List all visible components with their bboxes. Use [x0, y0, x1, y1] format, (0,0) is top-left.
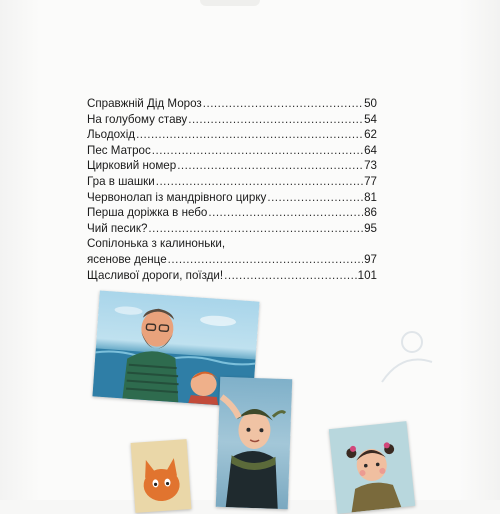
toc-entry-title: Перша доріжка в небо: [87, 206, 208, 220]
illustration-cat-card: [131, 439, 192, 513]
toc-entry-page: 81: [364, 190, 377, 204]
toc-leader-dots: [267, 190, 363, 206]
toc-entry-title: Цирковий номер: [87, 159, 177, 173]
toc-entry[interactable]: [87, 221, 377, 237]
toc-leader-dots: [168, 252, 363, 268]
show-through-figure-icon: [372, 322, 442, 392]
page-smudge: [200, 0, 260, 6]
toc-entry[interactable]: [87, 127, 377, 143]
toc-leader-dots: [208, 205, 363, 221]
toc-entry-title: Чий песик?: [87, 221, 148, 235]
toc-entry[interactable]: [87, 112, 377, 128]
toc-leader-dots: [188, 112, 363, 128]
toc-leader-dots: [177, 158, 363, 174]
toc-leader-dots: [156, 174, 363, 190]
toc-leader-dots: [136, 127, 363, 143]
toc-entry[interactable]: [87, 143, 377, 159]
toc-entry[interactable]: [87, 268, 377, 284]
toc-entry[interactable]: [87, 174, 377, 190]
toc-entry-title: Льодохід: [87, 128, 136, 142]
toc-entry-page: 86: [364, 206, 377, 220]
toc-entry[interactable]: [87, 190, 377, 206]
boy-illustration-icon: [216, 377, 292, 509]
toc-leader-dots: [203, 96, 363, 112]
toc-entry[interactable]: [87, 96, 377, 112]
cat-illustration-icon: [131, 439, 192, 513]
toc-entry-page: 64: [364, 143, 377, 157]
illustration-boy-card: [216, 377, 292, 509]
toc-entry-title: Справжній Дід Мороз: [87, 97, 202, 110]
toc-entry-title: Червонолап із мандрівного цирку: [87, 190, 267, 204]
toc-leader-dots: [148, 221, 363, 237]
toc-entry-title: Щасливої дороги, поїзди!: [87, 268, 224, 282]
toc-entry[interactable]: [87, 158, 377, 174]
toc-entry-title: Гра в шашки: [87, 174, 155, 188]
toc-entry[interactable]: [87, 252, 377, 268]
toc-entry-page: 54: [364, 112, 377, 126]
toc-entry-title-line2: ясенове денце: [87, 252, 167, 266]
toc-entry-title: На голубому ставу: [87, 112, 188, 126]
table-of-contents: [87, 96, 377, 283]
toc-entry-title: Пес Матрос: [87, 143, 151, 157]
toc-entry-page: 77: [364, 174, 377, 188]
toc-entry-page: 95: [364, 221, 377, 235]
toc-entry-page: 97: [364, 252, 377, 266]
toc-entry-page: 50: [364, 97, 377, 110]
toc-entry-page: 73: [364, 159, 377, 173]
toc-entry-title-line1[interactable]: Сопілонька з калиноньки,: [87, 237, 226, 251]
toc-leader-dots: [224, 268, 357, 284]
toc-leader-dots: [152, 143, 363, 159]
toc-entry-page: 62: [364, 128, 377, 142]
toc-entry[interactable]: [87, 205, 377, 221]
toc-entry-page: 101: [357, 268, 377, 282]
